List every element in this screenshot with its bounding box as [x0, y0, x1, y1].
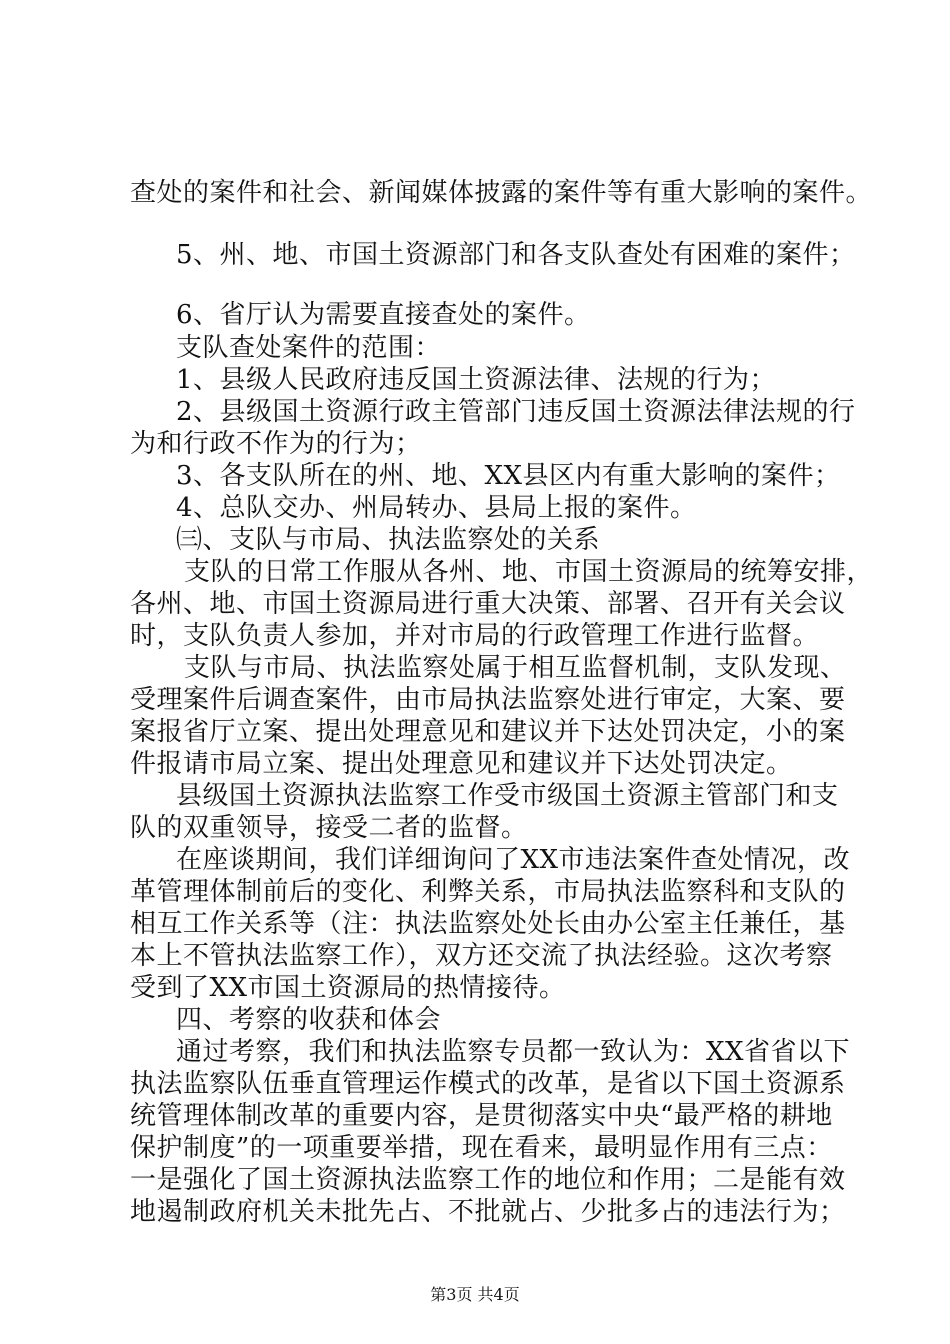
- text-line: 支队的日常工作服从各州、地、市国土资源局的统筹安排，: [184, 557, 874, 587]
- text-line: 受理案件后调查案件，由市局执法监察处进行审定，大案、要: [130, 685, 846, 715]
- text-line: 件报请市局立案、提出处理意见和建议并下达处罚决定。: [130, 749, 793, 779]
- text-line: 革管理体制前后的变化、利弊关系，市局执法监察科和支队的: [130, 877, 846, 907]
- text-line: 地遏制政府机关未批先占、不批就占、少批多占的违法行为；: [130, 1197, 846, 1227]
- text-line: 保护制度”的一项重要举措，现在看来，最明显作用有三点：: [130, 1133, 833, 1163]
- text-line: 各州、地、市国土资源局进行重大决策、部署、召开有关会议: [130, 589, 846, 619]
- text-line: 查处的案件和社会、新闻媒体披露的案件等有重大影响的案件。: [130, 178, 873, 208]
- section-heading: ㈢、支队与市局、执法监察处的关系: [176, 525, 601, 555]
- text-line: 支队与市局、执法监察处属于相互监督机制，支队发现、: [184, 653, 847, 683]
- text-line: 在座谈期间，我们详细询问了XX市违法案件查处情况，改: [176, 845, 851, 875]
- text-line: 2、县级国土资源行政主管部门违反国土资源法律法规的行: [176, 397, 856, 427]
- text-line: 一是强化了国土资源执法监察工作的地位和作用；二是能有效: [130, 1165, 846, 1195]
- text-line: 通过考察，我们和执法监察专员都一致认为：XX省省以下: [176, 1037, 851, 1067]
- text-line: 5、州、地、市国土资源部门和各支队查处有困难的案件；: [176, 240, 856, 270]
- text-line: 本上不管执法监察工作），双方还交流了执法经验。这次考察: [130, 941, 833, 971]
- text-line: 3、各支队所在的州、地、XX县区内有重大影响的案件；: [176, 461, 841, 491]
- text-line: 为和行政不作为的行为；: [130, 429, 422, 459]
- text-line: 4、总队交办、州局转办、县局上报的案件。: [176, 493, 697, 523]
- text-line: 案报省厅立案、提出处理意见和建议并下达处罚决定，小的案: [130, 717, 846, 747]
- section-heading: 四、考察的收获和体会: [176, 1005, 442, 1035]
- text-line: 县级国土资源执法监察工作受市级国土资源主管部门和支: [176, 781, 839, 811]
- text-line: 受到了XX市国土资源局的热情接待。: [130, 973, 566, 1003]
- text-line: 6、省厅认为需要直接查处的案件。: [176, 300, 591, 330]
- text-line: 支队查处案件的范围：: [176, 333, 442, 363]
- text-line: 执法监察队伍垂直管理运作模式的改革，是省以下国土资源系: [130, 1069, 846, 1099]
- text-line: 时，支队负责人参加，并对市局的行政管理工作进行监督。: [130, 621, 820, 651]
- text-line: 1、县级人民政府违反国土资源法律、法规的行为；: [176, 365, 777, 395]
- page-number-footer: 第3页 共4页: [430, 1285, 520, 1304]
- text-line: 相互工作关系等（注：执法监察处处长由办公室主任兼任，基: [130, 909, 846, 939]
- text-line: 统管理体制改革的重要内容，是贯彻落实中央“最严格的耕地: [130, 1101, 833, 1131]
- text-line: 队的双重领导，接受二者的监督。: [130, 813, 528, 843]
